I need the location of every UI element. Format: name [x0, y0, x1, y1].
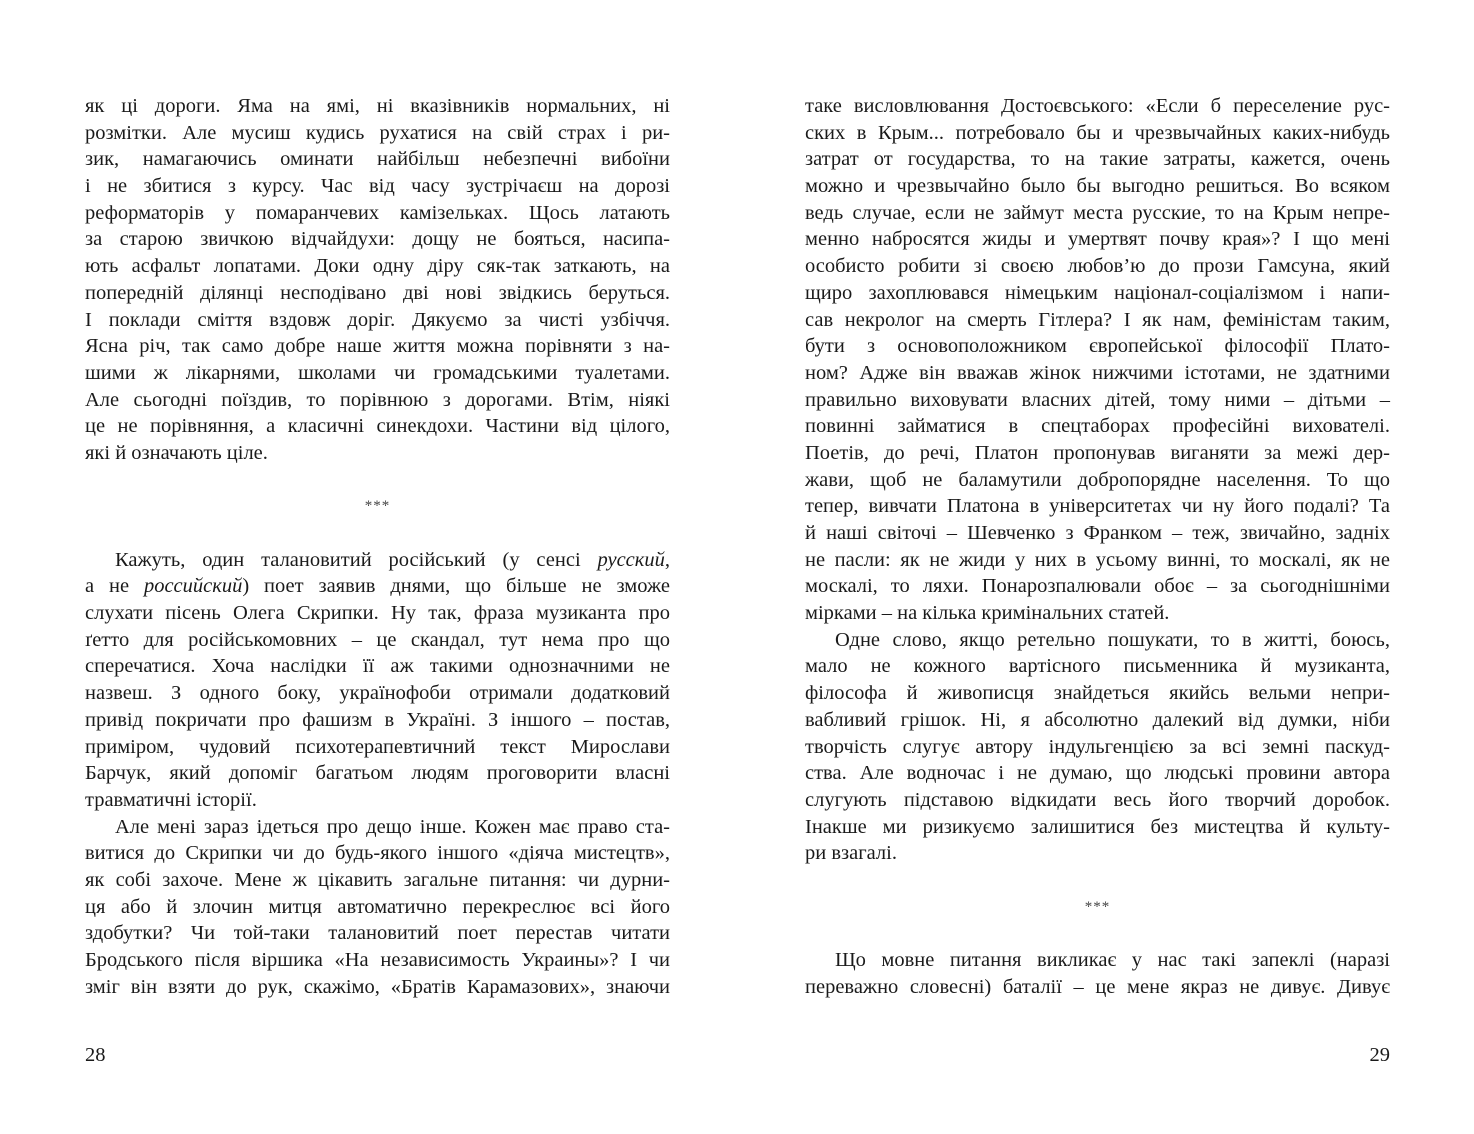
text-line: Поетів, до речі, Платон пропонував виганяти за межі дер-: [805, 441, 1390, 464]
right-page: [805, 93, 1390, 1000]
text-line: розмітки. Але мусиш кудись рухатися на свій страх і ри-: [85, 121, 670, 144]
text-line: творчість слугує автору індульгенцією за всі земні паскуд-: [805, 735, 1390, 758]
text-line: ють асфальт лопатами. Доки одну діру сяк-так заткають, на: [85, 255, 670, 278]
text-line: не пасли: як не жиди у них в усьому винні, то москалі, як не: [805, 548, 1390, 571]
text-line: бути з основоположником європейської філософії Плато-: [805, 335, 1390, 358]
page-number: 29: [1369, 1044, 1390, 1066]
text-line: травматичні історії.: [85, 788, 257, 811]
text-line: Барчук, який допоміг багатьом людям проговорити власні: [85, 762, 670, 785]
text-line: І поклади сміття вздовж доріг. Дякуємо за чисті узбіччя.: [85, 308, 670, 331]
text-line: приміром, чудовий психотерапевтичний текст Мирослави: [85, 735, 670, 758]
text-line: ри взагалі.: [805, 842, 897, 865]
text-line: мало не кожного вартісного письменника й музиканта,: [805, 655, 1390, 678]
text-line: [85, 547, 670, 574]
text-line: Але сьогодні поїздив, то порівнюю з дорогами. Втім, ніякі: [85, 388, 670, 411]
text-line: витися до Скрипки чи до будь-якого іншого «діяча мистецтв»,: [85, 842, 670, 865]
text-line: зміг він взяти до рук, скажімо, «Братів Карамазових», знаючи: [85, 975, 670, 998]
text-line: це не порівняння, а класичні синекдохи. Частини від цілого,: [85, 415, 670, 438]
text-line: реформаторів у помаранчевих камізельках. Щось латають: [85, 201, 670, 224]
text-line: ведь случае, если не займут места русские, то на Крым непре-: [805, 201, 1390, 224]
italic-word: русский: [597, 548, 665, 571]
text-line: які й означають ціле.: [85, 441, 268, 464]
text-line: за старою звичкою відчайдухи: дощу не бояться, насипа-: [85, 228, 670, 251]
text-line: можно и чрезвычайно было бы выгодно решиться. Во всяком: [805, 175, 1390, 198]
text-line: тепер, вивчати Платона в університетах чи ну його подалі? Та: [805, 495, 1390, 518]
text-line: ских в Крым... потребовало бы и чрезвычайных каких-нибудь: [805, 121, 1390, 144]
text-line: Ясна річ, так само добре наше життя можна порівняти з на-: [85, 335, 670, 358]
paragraph: [85, 93, 670, 467]
text-line: сперечатися. Хоча наслідки її аж такими однозначними не: [85, 655, 670, 678]
text-line: жави, щоб не баламутили добропорядне населення. То що: [805, 468, 1390, 491]
text-line: ном? Адже він вважав жінок нижчими істотами, не здатними: [805, 361, 1390, 384]
text-line: [85, 573, 670, 600]
text-run: ) поет заявив днями, що більше не зможе: [242, 575, 670, 598]
text-line: щиро захоплювався німецьким націонал-соціалізмом і напи-: [805, 281, 1390, 304]
text-line: здобутки? Чи той-таки талановитий поет перестав читати: [85, 922, 670, 945]
text-line: слугують підставою відкидати весь його творчий доробок.: [805, 788, 1390, 811]
text-line: як собі захоче. Мене ж цікавить загальне питання: чи дурни-: [85, 868, 670, 891]
text-line: філософа й живописця знайдеться якийсь вельми непри-: [805, 682, 1390, 705]
italic-word: российский: [143, 575, 243, 598]
text-line: таке висловлювання Достоєвського: «Если б переселение рус-: [805, 95, 1390, 117]
text-line: привід покричати про фашизм в Україні. З іншого – постав,: [85, 708, 670, 731]
text-line: попередній ділянці несподівано дві нові звідкись беруться.: [85, 281, 670, 304]
text-line: ства. Але водночас і не думаю, що людські провини автора: [805, 762, 1390, 785]
paragraph: [85, 814, 670, 1001]
text-run: Кажуть, один талановитий російський (у сенсі: [115, 548, 598, 571]
text-line: ґетто для російськомовних – це скандал, тут нема про що: [85, 628, 670, 651]
text-line: ця або й злочин митця автоматично перекреслює всі його: [85, 895, 670, 918]
text-line: назвеш. З одного боку, українофоби отримали додатковий: [85, 682, 670, 705]
text-line: Що мовне питання викликає у нас такі запеклі (наразі: [835, 949, 1390, 971]
text-line: москалі, то ляхи. Понарозпалювали обоє – за сьогоднішніми: [805, 575, 1390, 598]
spacer: [805, 867, 1390, 894]
paragraph: [805, 947, 1390, 1000]
text-line: переважно словесні) баталії – це мене якраз не дивує. Дивує: [805, 975, 1390, 998]
page-number: 28: [85, 1044, 106, 1066]
text-line: Інакше ми ризикуємо залишитися без мистецтва й культу-: [805, 815, 1390, 838]
paragraph: [85, 547, 670, 814]
text-run: а не: [85, 575, 144, 598]
text-line: і не збитися з курсу. Час від часу зустрічаєш на дорозі: [85, 175, 670, 198]
text-line: правильно виховувати власних дітей, тому ними – дітьми –: [805, 388, 1390, 411]
text-line: затрат от государства, то на такие затраты, кажется, очень: [805, 148, 1390, 171]
text-line: менно набросятся жиды и умертвят почву края»? І що мені: [805, 228, 1390, 251]
paragraph: [805, 627, 1390, 867]
text-run: ,: [664, 548, 670, 571]
spacer: [805, 920, 1390, 947]
section-separator: ***: [1084, 898, 1111, 915]
text-line: Одне слово, якщо ретельно пошукати, то в житті, боюсь,: [835, 628, 1390, 651]
text-line: сав некролог на смерть Гітлера? І як нам, феміністам таким,: [805, 308, 1390, 331]
spacer: [85, 520, 670, 547]
left-page: [85, 93, 670, 1000]
text-line: повинні займатися в спецтаборах професійні вихователі.: [805, 415, 1390, 438]
text-line: шими ж лікарнями, школами чи громадськими туалетами.: [85, 361, 670, 384]
text-line: слухати пісень Олега Скрипки. Ну так, фраза музиканта про: [85, 602, 670, 625]
spacer: [85, 467, 670, 494]
text-line: мірками – на кілька кримінальних статей.: [805, 602, 1170, 625]
text-line: Але мені зараз ідеться про дещо інше. Кожен має право ста-: [115, 815, 670, 838]
text-line: зик, намагаючись оминати найбільш небезпечні вибоїни: [85, 148, 670, 171]
text-line: особисто робити зі своєю любов’ю до прози Гамсуна, який: [805, 255, 1390, 278]
text-line: й наші світочі – Шевченко з Франком – теж, звичайно, задніх: [805, 522, 1390, 544]
text-line: Бродського після віршика «На независимость Украины»? І чи: [85, 949, 670, 971]
text-line: вабливий грішок. Ні, я абсолютно далекий від думки, ніби: [805, 708, 1390, 731]
text-line: як ці дороги. Яма на ямі, ні вказівників нормальних, ні: [85, 95, 670, 117]
paragraph: [805, 93, 1390, 627]
section-separator: ***: [364, 498, 391, 515]
